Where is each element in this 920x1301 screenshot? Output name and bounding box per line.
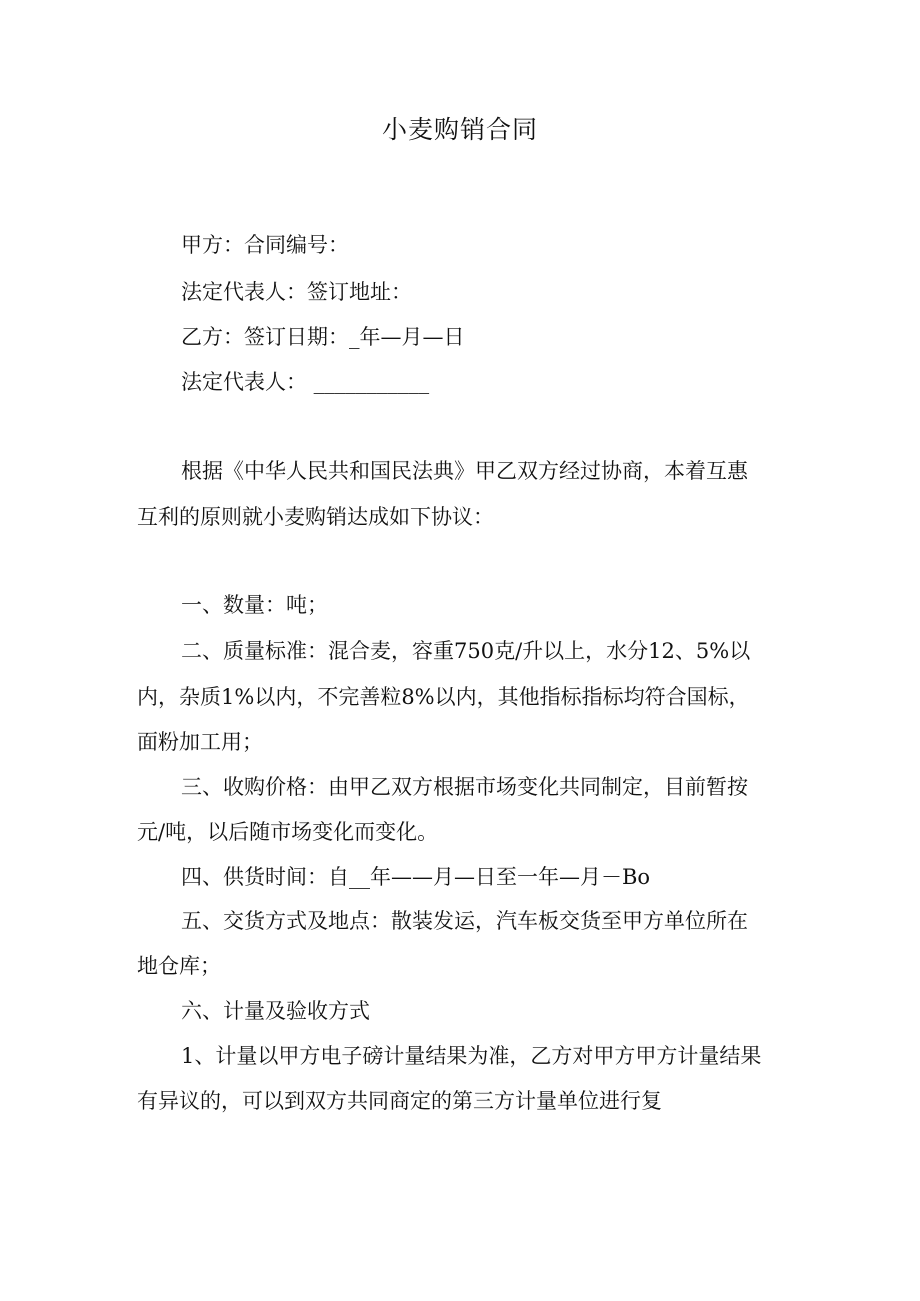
clause-delivery-line-2: 地仓库； xyxy=(137,954,221,978)
clause-measurement-line-2: 有异议的，可以到双方共同商定的第三方计量单位进行复 xyxy=(137,1089,662,1113)
clause-quantity: 一、数量：吨； xyxy=(181,593,328,617)
clause-price-line-1: 三、收购价格：由甲乙双方根据市场变化共同制定，目前暂按 xyxy=(181,775,748,799)
clause-quality-line-2: 内，杂质1%以内，不完善粒8%以内，其他指标指标均符合国标， xyxy=(137,685,750,709)
intro-line-2: 互利的原则就小麦购销达成如下协议： xyxy=(137,505,494,529)
clause-quality-line-3: 面粉加工用； xyxy=(137,730,263,754)
clause-measurement-heading: 六、计量及验收方式 xyxy=(181,999,370,1023)
clause-quality-line-1: 二、质量标准：混合麦，容重750克/升以上，水分12、5%以 xyxy=(181,639,751,663)
clause-delivery-line-1: 五、交货方式及地点：散装发运，汽车板交货至甲方单位所在 xyxy=(181,909,748,933)
party-a-line: 甲方：合同编号： xyxy=(181,233,349,257)
legal-rep-b-line: 法定代表人： ___________ xyxy=(181,370,430,394)
intro-line-1: 根据《中华人民共和国民法典》甲乙双方经过协商，本着互惠 xyxy=(181,459,748,483)
document-title: 小麦购销合同 xyxy=(381,115,538,144)
party-b-line: 乙方：签订日期：_年—月—日 xyxy=(181,325,465,349)
legal-rep-a-line: 法定代表人：签订地址： xyxy=(181,280,412,304)
clause-price-line-2: 元/吨，以后随市场变化而变化。 xyxy=(137,820,439,844)
clause-supply-time: 四、供货时间：自__年——月—日至一年—月－Bo xyxy=(181,865,651,889)
clause-measurement-line-1: 1、计量以甲方电子磅计量结果为准，乙方对甲方甲方计量结果 xyxy=(181,1044,762,1068)
